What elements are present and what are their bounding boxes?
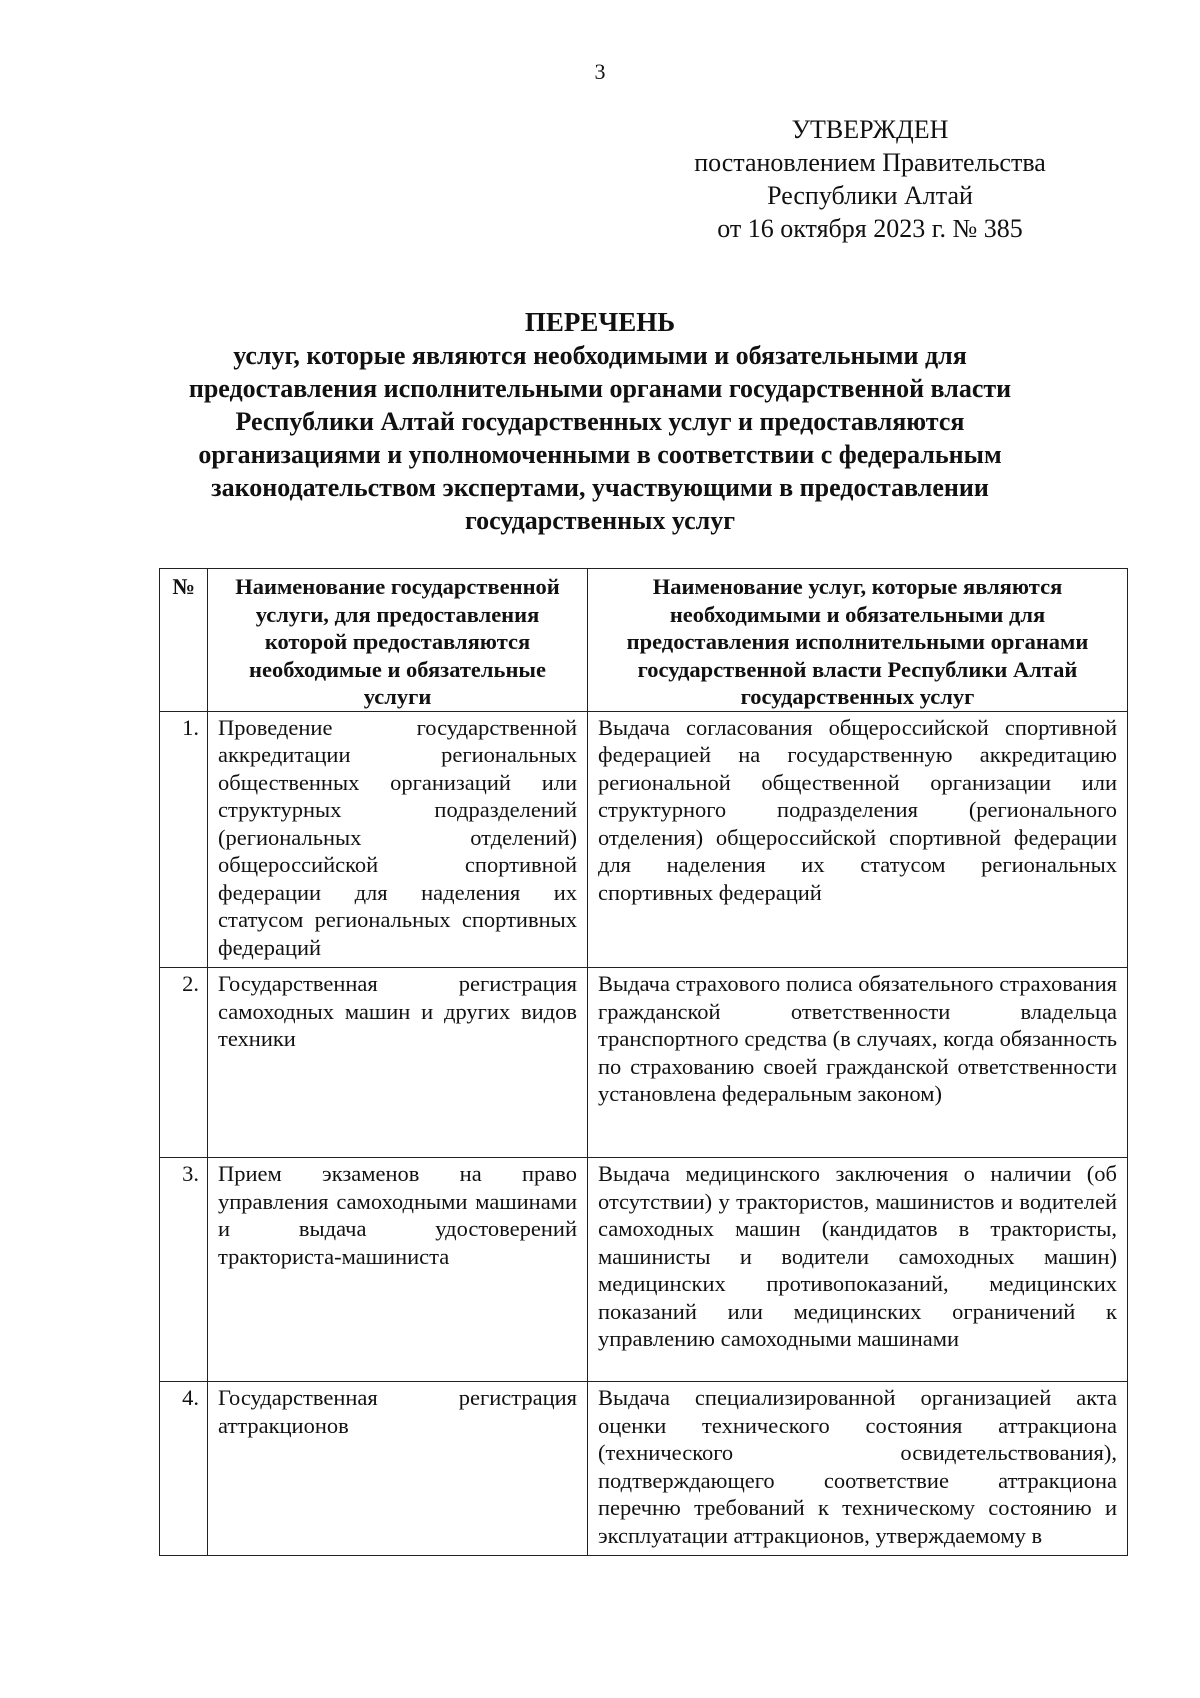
- row-required-service: Выдача страхового полиса обязательного страхования гражданской ответственности владельца транспортного средства (в случаях, когда обязанность по страхованию своей гражданской ответственности установлена федеральным законом): [588, 968, 1128, 1158]
- row-required-service: Выдача медицинского заключения о наличии (об отсутствии) у трактористов, машинистов и водителей самоходных машин (кандидатов в трактористы, машинисты и водители самоходных машин) медицинских противопоказаний, медицинских показаний или медицинских ограничений к управлению самоходными машинами: [588, 1158, 1128, 1382]
- row-number: 4.: [160, 1382, 208, 1556]
- approval-line-date: от 16 октября 2023 г. № 385: [717, 214, 1023, 243]
- header-service-name: Наименование государственной услуги, для предоставления которой предоставляются необходимые и обязательные услуги: [208, 569, 588, 712]
- row-number: 3.: [160, 1158, 208, 1382]
- row-service-name: Государственная регистрация самоходных машин и других видов техники: [208, 968, 588, 1158]
- title-heading: ПЕРЕЧЕНЬ: [524, 307, 676, 337]
- title-line: предоставления исполнительными органами государственной власти: [188, 374, 1012, 403]
- title-line: услуг, которые являются необходимыми и обязательными для: [233, 341, 967, 370]
- row-service-name: Проведение государственной аккредитации региональных общественных организаций или структурных подразделений (региональных отделений) общероссийской спортивной федерации для наделения их статусом региональных спортивных федераций: [208, 711, 588, 968]
- approval-stamp: [660, 113, 1080, 245]
- header-required-services: Наименование услуг, которые являются необходимыми и обязательными для предоставления исполнительными органами государственной власти Республики Алтай государственных услуг: [588, 569, 1128, 712]
- row-required-service: Выдача согласования общероссийской спортивной федерацией на государственную аккредитацию региональной общественной организации или структурного подразделения (регионального отделения) общероссийской спортивной федерации для наделения их статусом региональных спортивных федераций: [588, 711, 1128, 968]
- header-number: №: [160, 569, 208, 712]
- table-header-row: [160, 569, 1128, 712]
- table-row: [160, 968, 1128, 1158]
- table-row: [160, 1158, 1128, 1382]
- title-line: государственных услуг: [464, 506, 736, 535]
- title-line: законодательством экспертами, участвующими в предоставлении: [211, 473, 989, 502]
- row-required-service: Выдача специализированной организацией акта оценки технического состояния аттракциона (технического освидетельствования), подтверждающего соответствие аттракциона перечню требований к техническому состоянию и эксплуатации аттракционов, утверждаемому в: [588, 1382, 1128, 1556]
- row-number: 1.: [160, 711, 208, 968]
- title-line: Республики Алтай государственных услуг и предоставляются: [235, 407, 965, 436]
- services-table: [159, 568, 1128, 1556]
- table-row: [160, 1382, 1128, 1556]
- approval-line-republic: Республики Алтай: [767, 181, 973, 210]
- document-title: [150, 306, 1050, 537]
- approval-line-resolution: постановлением Правительства: [694, 148, 1046, 177]
- row-number: 2.: [160, 968, 208, 1158]
- table-row: [160, 711, 1128, 968]
- page-number: 3: [594, 59, 606, 84]
- row-service-name: Государственная регистрация аттракционов: [208, 1382, 588, 1556]
- approval-line-approved: УТВЕРЖДЕН: [791, 115, 949, 144]
- row-service-name: Прием экзаменов на право управления самоходными машинами и выдача удостоверений тракториста-машиниста: [208, 1158, 588, 1382]
- title-line: организациями и уполномоченными в соответствии с федеральным: [198, 440, 1002, 469]
